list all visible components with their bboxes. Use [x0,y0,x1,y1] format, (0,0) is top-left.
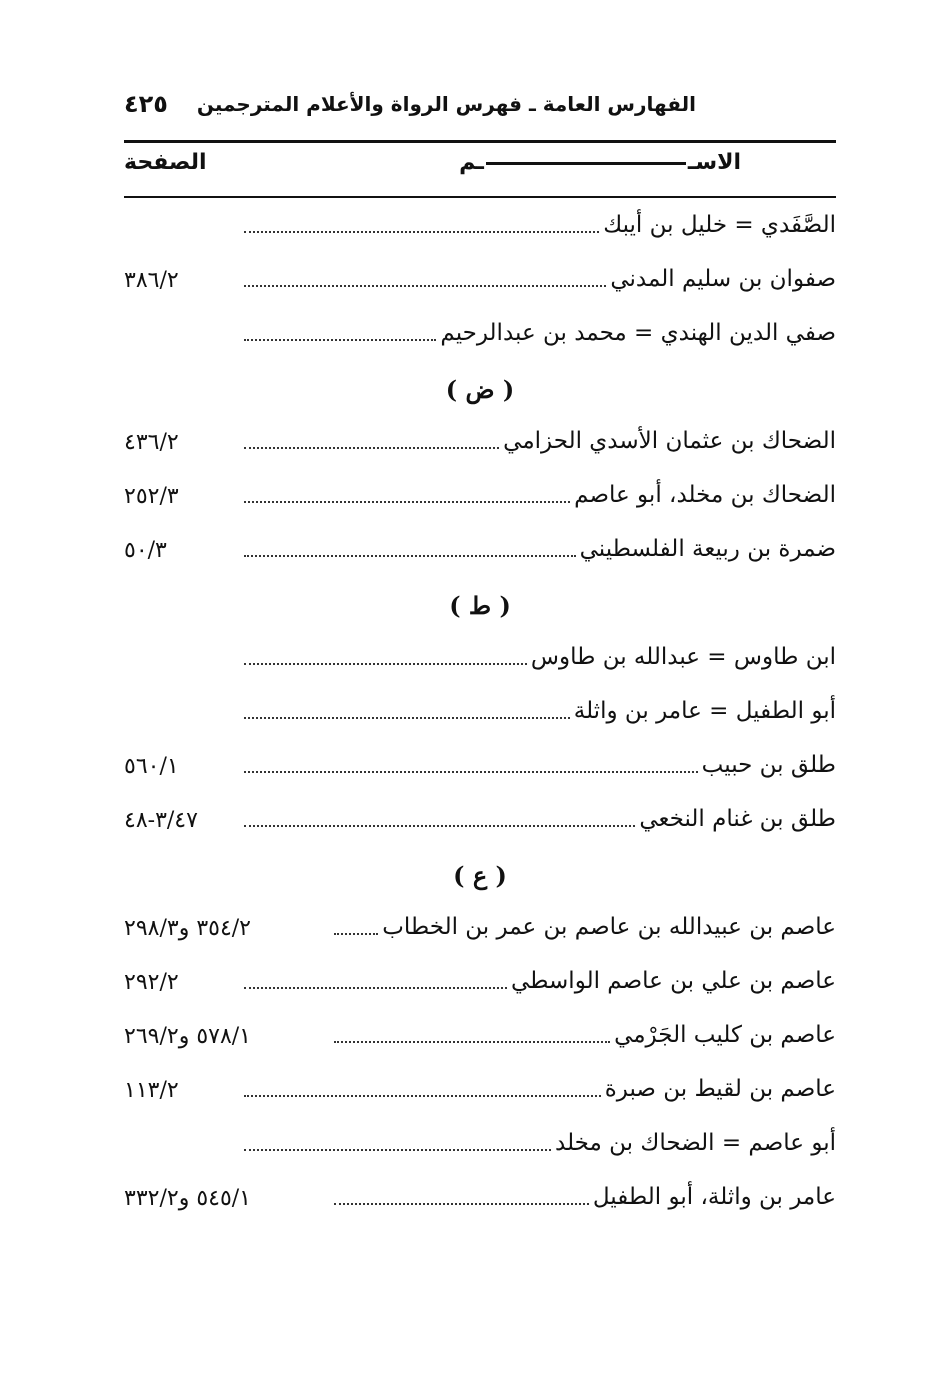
entry-name: طلق بن حبيب [701,752,836,778]
column-header [124,150,836,190]
index-entry [124,794,836,848]
leader-dots [244,1149,551,1151]
index-entry [124,632,836,686]
entry-name: الصَّفَدي = خليل بن أيبك [603,212,836,238]
section-heading: ( ع ) [453,861,507,890]
entry-name-wrap [244,262,836,296]
entry-name-wrap [244,532,836,566]
leader-dots [244,231,599,233]
entry-name: عاصم بن لقيط بن صبرة [604,1076,836,1102]
leader-dots [244,1095,601,1097]
index-entries [124,200,836,1226]
leader-dots [244,663,527,665]
section-heading: ( ض ) [445,375,515,404]
entry-page: ٣/٤٧-٤٨ [124,808,198,833]
leader-dots [244,339,436,341]
entry-name-wrap [244,964,836,998]
header-rule [124,140,836,143]
entry-page: ٥٤٥/١ و٣٣٢/٢ [124,1186,251,1211]
index-entry [124,470,836,524]
page-number: ٤٢٥ [124,90,168,118]
running-header [124,92,836,128]
column-rule [124,196,836,198]
leader-dots [244,717,570,719]
entry-name: ضمرة بن ربيعة الفلسطيني [579,536,836,562]
entry-name-wrap [244,1126,836,1160]
entry-name: الضحاك بن عثمان الأسدي الحزامي [503,428,836,454]
column-name-label [459,150,741,175]
entry-page: ٥٧٨/١ و٢٦٩/٢ [124,1024,251,1049]
entry-page: ٣٨٦/٢ [124,268,179,293]
index-entry [124,1118,836,1172]
entry-name-wrap [244,424,836,458]
entry-name-wrap [244,208,836,242]
entry-name: الضحاك بن مخلد، أبو عاصم [574,482,836,508]
leader-dots [244,825,635,827]
tatweel-line [486,162,686,165]
leader-dots [334,1041,610,1043]
entry-page: ٤٣٦/٢ [124,430,179,455]
entry-page: ١١٣/٢ [124,1078,179,1103]
index-entry [124,686,836,740]
entry-page: ٥٠/٣ [124,538,167,563]
entry-name: عاصم بن عبيدالله بن عاصم بن عمر بن الخطاب [382,914,836,940]
entry-name-wrap [244,748,836,782]
entry-name-wrap [334,1180,836,1214]
entry-page: ٢٩٢/٢ [124,970,179,995]
index-entry [124,902,836,956]
index-entry [124,740,836,794]
entry-name-wrap [244,1072,836,1106]
index-entry [124,524,836,578]
column-name-start: الاسـ [687,150,741,175]
index-entry [124,1064,836,1118]
entry-name-wrap [334,1018,836,1052]
entry-name-wrap [244,694,836,728]
entry-name: صفوان بن سليم المدني [610,266,836,292]
leader-dots [334,933,378,935]
index-entry [124,1010,836,1064]
entry-name: أبو عاصم = الضحاك بن مخلد [555,1130,836,1156]
entry-name-wrap [244,802,836,836]
entry-page: ٣٥٤/٢ و٢٩٨/٣ [124,916,251,941]
index-entry [124,200,836,254]
leader-dots [244,555,576,557]
entry-name-wrap [334,910,836,944]
index-entry [124,416,836,470]
index-entry [124,956,836,1010]
running-title: الفهارس العامة ـ فهرس الرواة والأعلام المترجمين [196,92,696,116]
leader-dots [244,771,698,773]
leader-dots [244,501,570,503]
entry-name-wrap [244,478,836,512]
entry-name: عاصم بن كليب الجَرْمي [614,1022,836,1048]
index-entry [124,254,836,308]
index-entry [124,308,836,362]
leader-dots [244,285,606,287]
column-page-label: الصفحة [124,150,207,175]
entry-name: عاصم بن علي بن عاصم الواسطي [511,968,836,994]
entry-name: ابن طاوس = عبدالله بن طاوس [530,644,836,670]
leader-dots [244,987,507,989]
entry-name: صفي الدين الهندي = محمد بن عبدالرحيم [440,320,836,346]
leader-dots [244,447,499,449]
index-entry [124,1172,836,1226]
column-name-end: ـم [459,150,484,175]
leader-dots [334,1203,589,1205]
entry-page: ٢٥٢/٣ [124,484,179,509]
entry-name: طلق بن غنام النخعي [639,806,836,832]
section-heading: ( ط ) [449,591,511,620]
entry-name: عامر بن واثلة، أبو الطفيل [592,1184,836,1210]
entry-page: ٥٦٠/١ [124,754,179,779]
entry-name-wrap [244,316,836,350]
entry-name: أبو الطفيل = عامر بن واثلة [573,698,836,724]
entry-name-wrap [244,640,836,674]
